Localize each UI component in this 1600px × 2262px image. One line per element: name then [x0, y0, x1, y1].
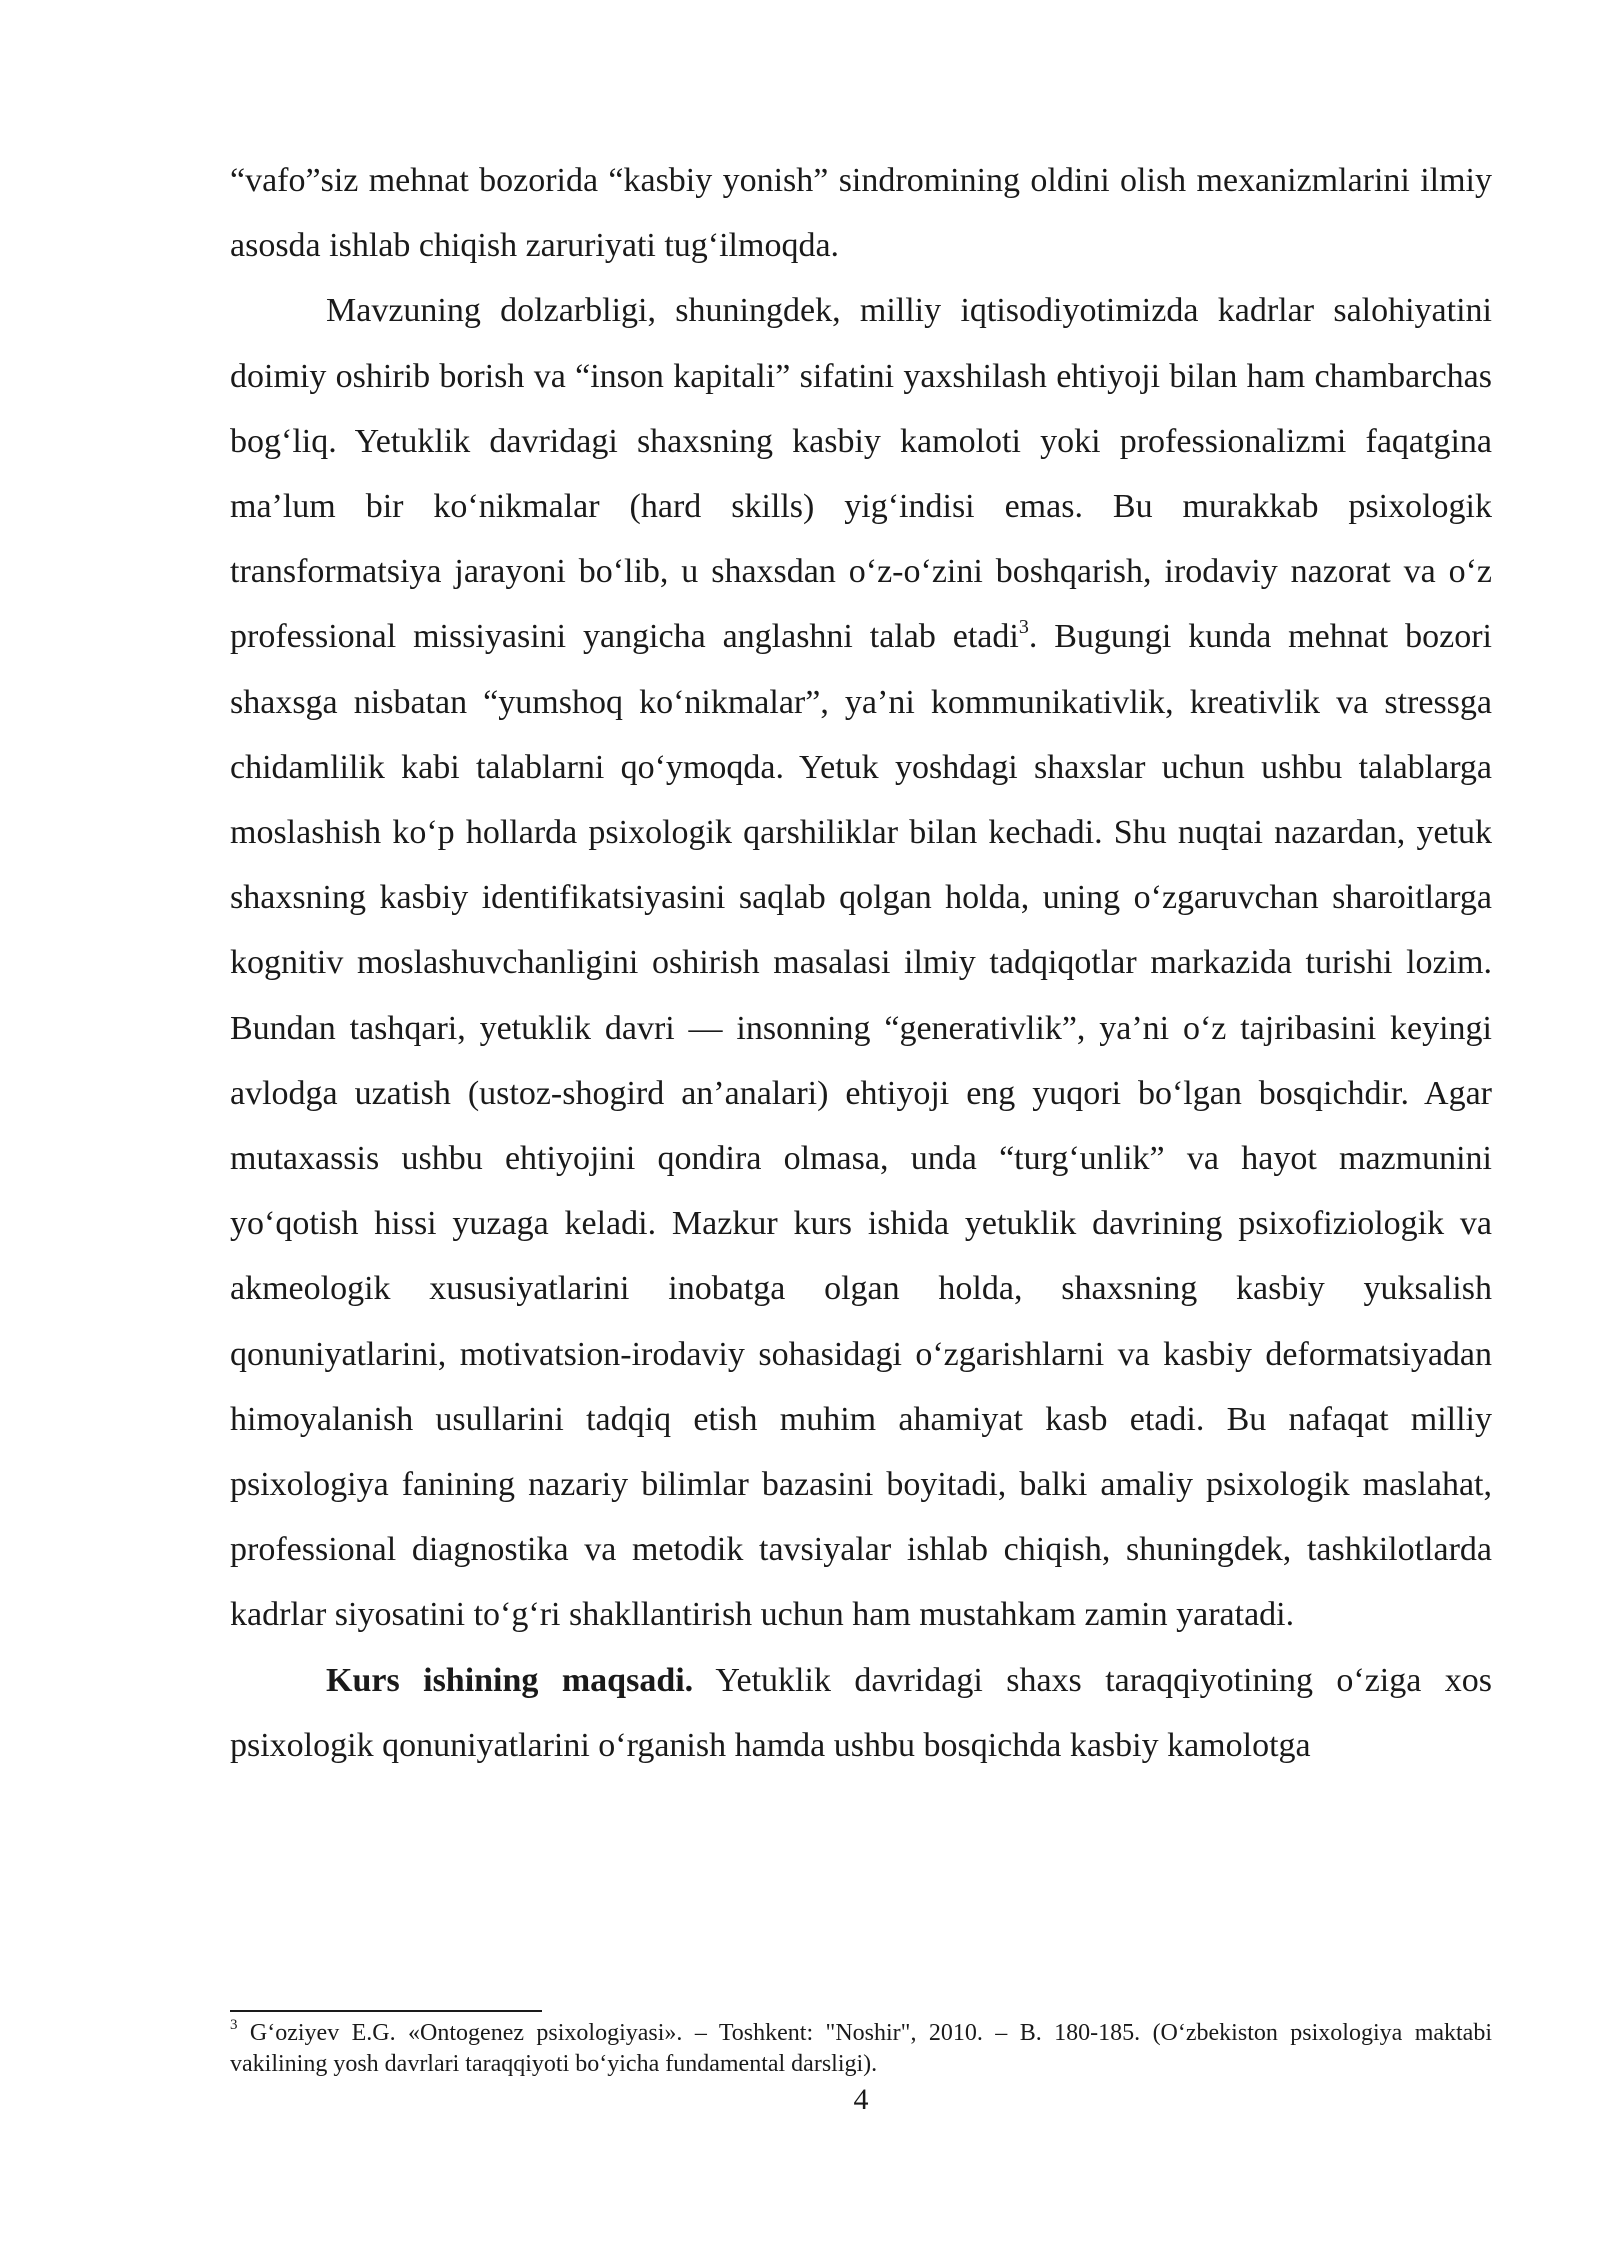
paragraph-3-text: Yetuklik davridagi shaxs taraqqiyotining o‘ziga xos psixologik qonuniyatlarini o‘rganish hamda ushbu bosqichda kasbiy kamolotga — [230, 1661, 1493, 1764]
footnote-text: G‘oziyev E.G. «Ontogenez psixologiyasi». – Toshkent: "Noshir", 2010. – B. 180-185. (O‘zbekiston psixologiya maktabi vakilining yosh davrlari taraqqiyoti bo‘yicha fundamental darsligi). — [230, 2020, 1492, 2077]
footnote-separator — [230, 2010, 542, 2012]
paragraph-2-text-part2: . Bugungi kunda mehnat bozori shaxsga nisbatan “yumshoq ko‘nikmalar”, ya’ni kommunikativlik, kreativlik va stressga chidamlilik kabi talablarni qo‘ymoqda. Yetuk yoshdagi shaxslar uchun ushbu talablarga moslashish ko‘p hollarda psixologik qarshiliklar bilan kechadi. Shu nuqtai nazardan, yetuk shaxsning kasbiy identifikatsiyasini saqlab qolgan holda, uning o‘zgaruvchan sharoitlarga kognitiv moslashuvchanligini oshirish masalasi ilmiy tadqiqotlar markazida turishi lozim. Bundan tashqari, yetuklik davri — insonning “generativlik”, ya’ni o‘z tajribasini keyingi avlodga uzatish (ustoz-shogird an’analari) ehtiyoji eng yuqori bo‘lgan bosqichdir. Agar mutaxassis ushbu ehtiyojini qondira olmasa, unda “turg‘unlik” va hayot mazmunini yo‘qotish hissi yuzaga keladi. Mazkur kurs ishida yetuklik davrining psixofiziologik va akmeologik xususiyatlarini inobatga olgan holda, shaxsning kasbiy yuksalish qonuniyatlarini, motivatsion-irodaviy sohasidagi o‘zgarishlarni va kasbiy deformatsiyadan himoyalanish usullarini tadqiq etish muhim ahamiyat kasb etadi. Bu nafaqat milliy psixologiya fanining nazariy bilimlar bazasini boyitadi, balki amaliy psixologik maslahat, professional diagnostika va metodik tavsiyalar ishlab chiqish, shuningdek, tashkilotlarda kadrlar siyosatini to‘g‘ri shakllantirish uchun ham mustahkam zamin yaratadi. — [230, 618, 1493, 1634]
paragraph-3 — [230, 1648, 1492, 1778]
paragraph-1-text: “vafo”siz mehnat bozorida “kasbiy yonish” sindromining oldini olish mexanizmlarini ilmiy asosda ishlab chiqish zaruriyati tug‘ilmoqda. — [230, 162, 1492, 265]
page-number: 4 — [853, 2083, 869, 2116]
paragraph-1 — [230, 148, 1492, 278]
paragraph-2 — [230, 278, 1492, 1647]
paragraph-2-text-part1: Mavzuning dolzarbligi, shuningdek, milliy iqtisodiyotimizda kadrlar salohiyatini doimiy oshirib borish va “inson kapitali” sifatini yaxshilash ehtiyoji bilan ham chambarchas bog‘liq. Yetuklik davridagi shaxsning kasbiy kamoloti yoki professionalizmi faqatgina ma’lum bir ko‘nikmalar (hard skills) yig‘indisi emas. Bu murakkab psixologik transformatsiya jarayoni bo‘lib, u shaxsdan o‘z-o‘zini boshqarish, irodaviy nazorat va o‘z professional missiyasini yangicha anglashni talab etadi — [230, 292, 1492, 656]
footnote-reference: 3 — [1018, 616, 1029, 639]
footnote — [230, 2018, 1492, 2080]
paragraph-3-heading: Kurs ishining maqsadi. — [326, 1661, 694, 1699]
footnote-number: 3 — [230, 2017, 238, 2033]
body-text — [230, 148, 1492, 1778]
